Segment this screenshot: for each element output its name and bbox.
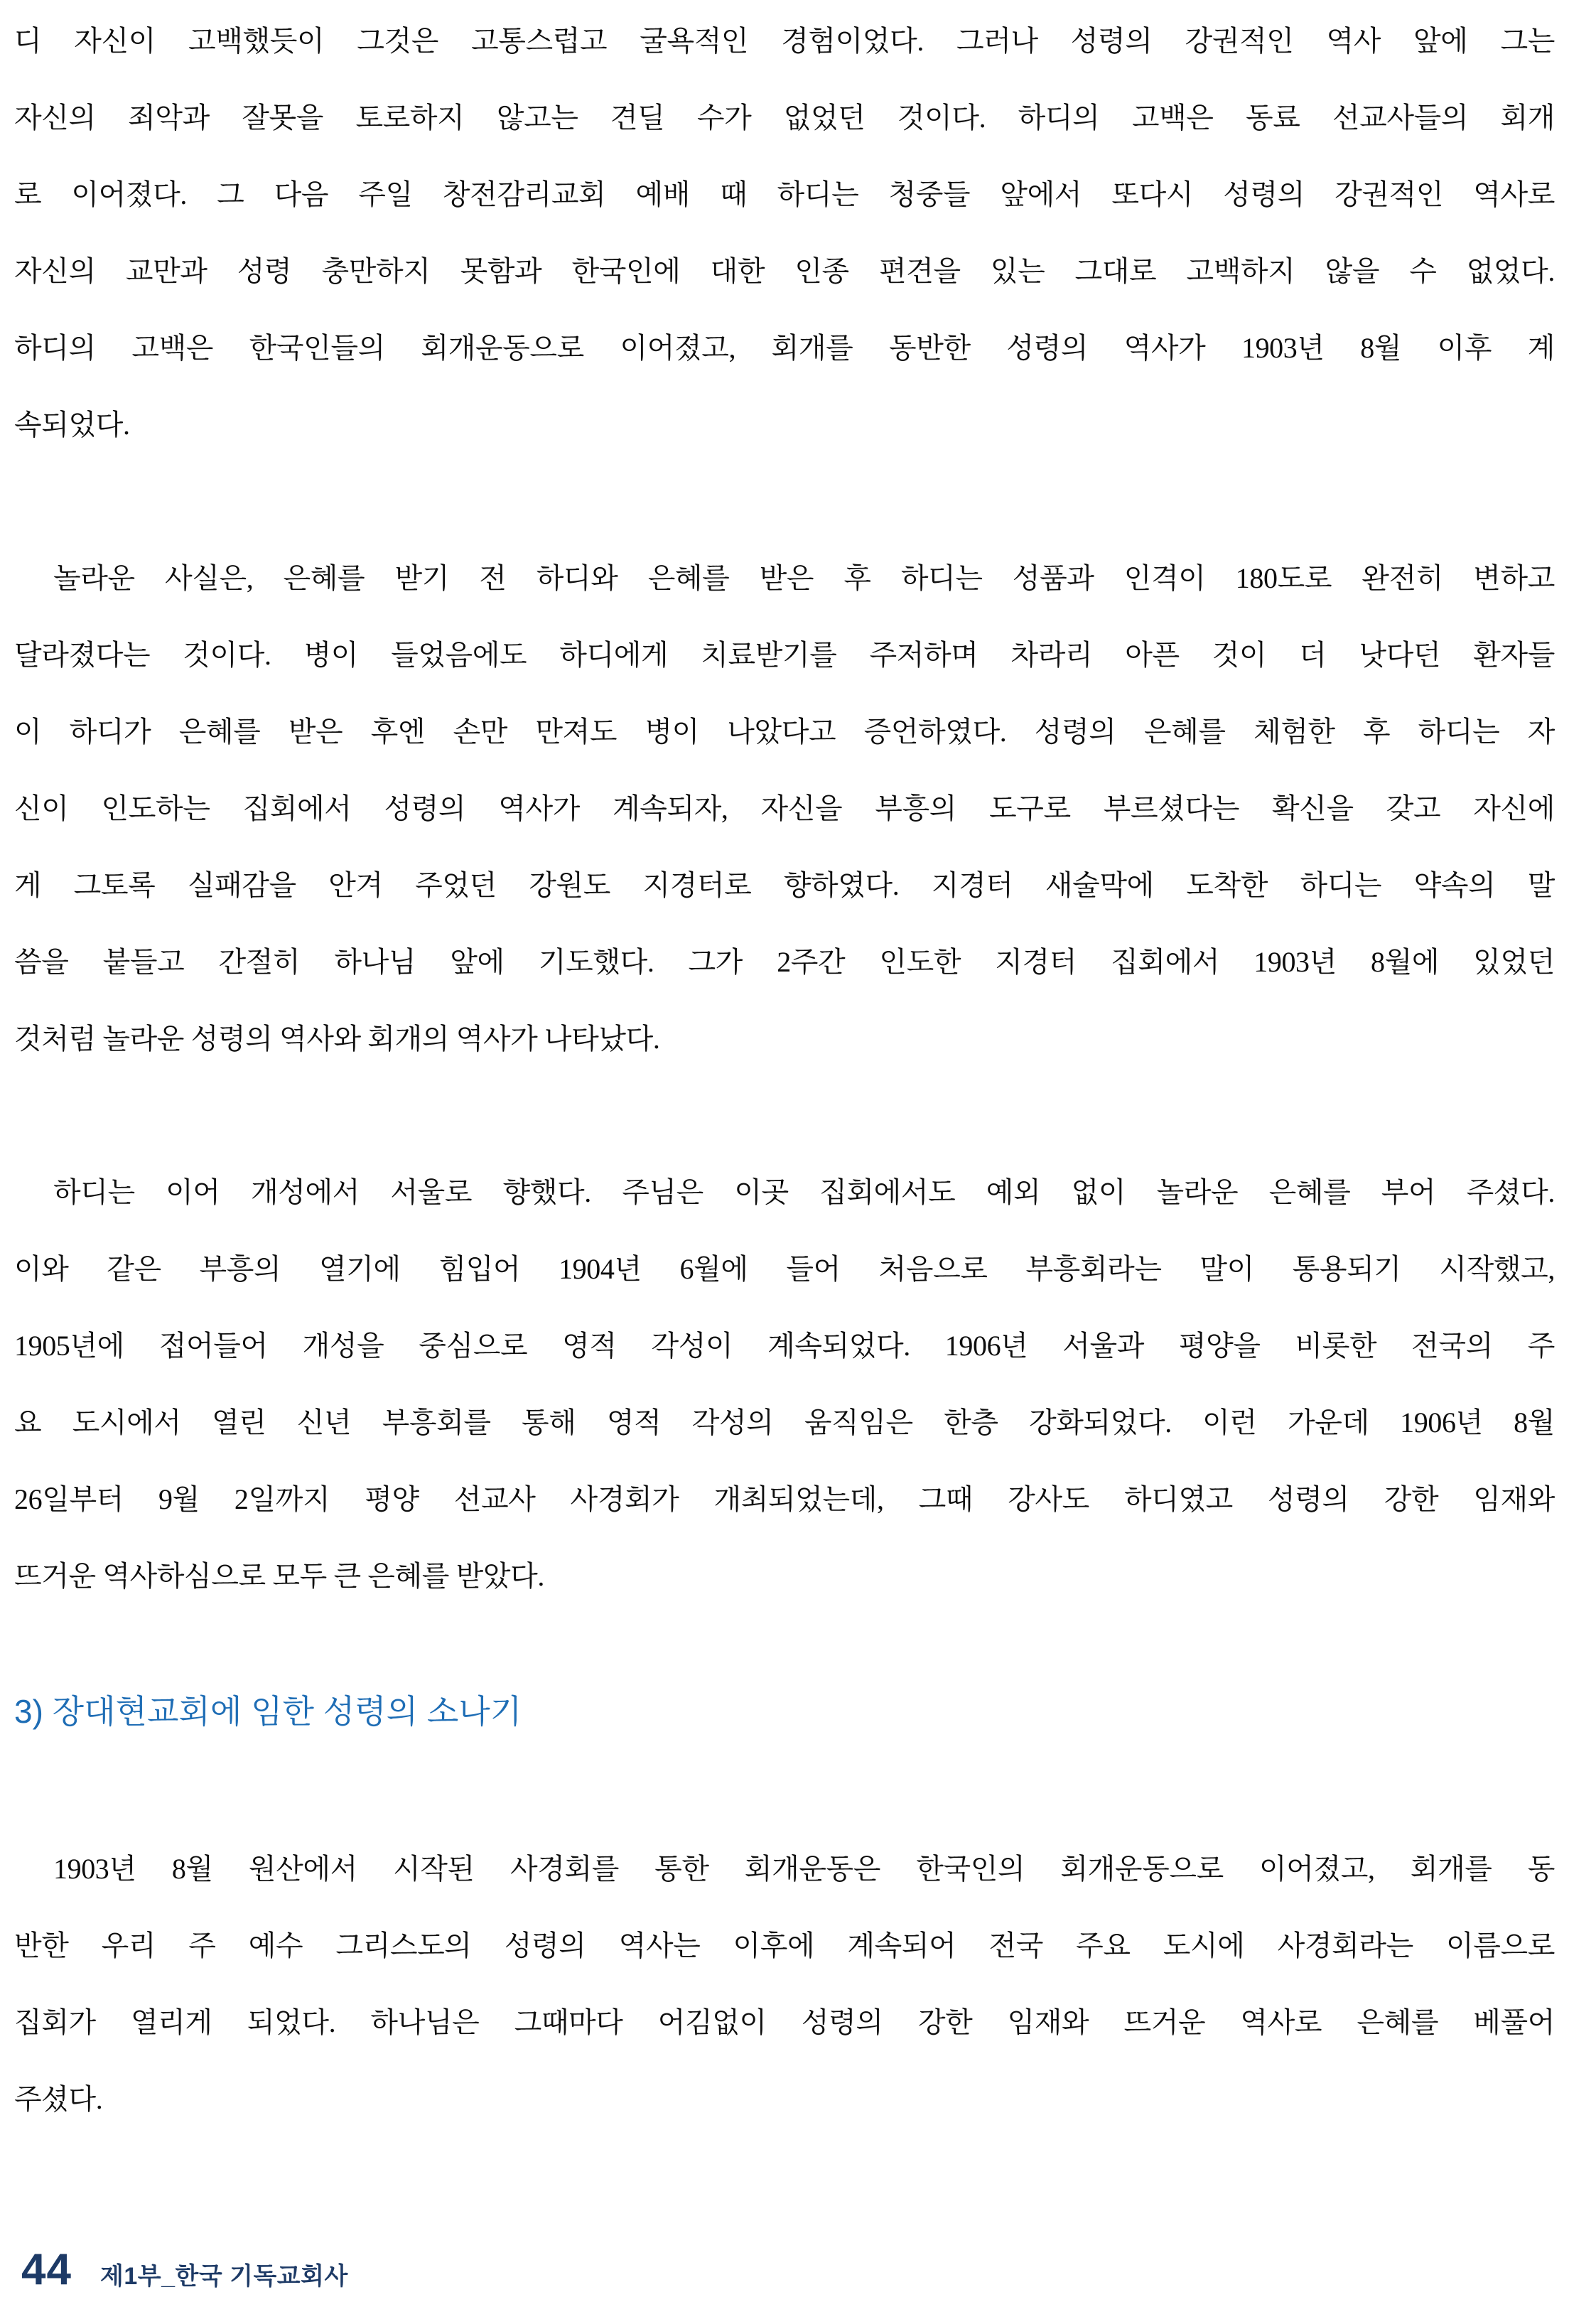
text-line: 이와 같은 부흥의 열기에 힘입어 1904년 6월에 들어 처음으로 부흥회라는 말이 통용되기 시작했고,: [14, 1253, 1555, 1285]
text-line: 집회가 열리게 되었다. 하나님은 그때마다 어김없이 성령의 강한 임재와 뜨거운 역사로 은혜를 베풀어: [14, 2006, 1555, 2038]
paragraph: [14, 1154, 1555, 1615]
page-footer: [21, 2244, 348, 2295]
section-heading: 3) 장대현교회에 임한 성령의 소나기: [14, 1693, 522, 1730]
text-line: 요 도시에서 열린 신년 부흥회를 통해 영적 각성의 움직임은 한층 강화되었다. 이런 가운데 1906년 8월: [14, 1406, 1555, 1438]
text-line: 달라졌다는 것이다. 병이 들었음에도 하디에게 치료받기를 주저하며 차라리 아픈 것이 더 낫다던 환자들: [14, 639, 1555, 671]
text-line: 게 그토록 실패감을 안겨 주었던 강원도 지경터로 향하였다. 지경터 새술막에 도착한 하디는 약속의 말: [14, 869, 1555, 901]
text-line: 디 자신이 고백했듯이 그것은 고통스럽고 굴욕적인 경험이었다. 그러나 성령의 강권적인 역사 앞에 그는: [14, 25, 1555, 57]
text-line: 1903년 8월 원산에서 시작된 사경회를 통한 회개운동은 한국인의 회개운동으로 이어졌고, 회개를 동: [53, 1853, 1555, 1885]
text-line: 이 하디가 은혜를 받은 후엔 손만 만져도 병이 나았다고 증언하였다. 성령의 은혜를 체험한 후 하디는 자: [14, 716, 1555, 748]
text-line: 신이 인도하는 집회에서 성령의 역사가 계속되자, 자신을 부흥의 도구로 부르셨다는 확신을 갖고 자신에: [14, 792, 1555, 824]
page-body: [14, 3, 1555, 2138]
text-line: 자신의 죄악과 잘못을 토로하지 않고는 견딜 수가 없었던 것이다. 하디의 고백은 동료 선교사들의 회개: [14, 102, 1555, 134]
text-line: 것처럼 놀라운 성령의 역사와 회개의 역사가 나타났다.: [14, 1023, 660, 1055]
text-line: 1905년에 접어들어 개성을 중심으로 영적 각성이 계속되었다. 1906년 서울과 평양을 비롯한 전국의 주: [14, 1330, 1555, 1362]
text-line: 뜨거운 역사하심으로 모두 큰 은혜를 받았다.: [14, 1560, 544, 1592]
text-line: 반한 우리 주 예수 그리스도의 성령의 역사는 이후에 계속되어 전국 주요 도시에 사경회라는 이름으로: [14, 1930, 1555, 1962]
text-line: 놀라운 사실은, 은혜를 받기 전 하디와 은혜를 받은 후 하디는 성품과 인격이 180도로 완전히 변하고: [53, 562, 1555, 594]
page-number: 44: [21, 2245, 72, 2294]
text-line: 씀을 붙들고 간절히 하나님 앞에 기도했다. 그가 2주간 인도한 지경터 집회에서 1903년 8월에 있었던: [14, 946, 1555, 978]
text-line: 자신의 교만과 성령 충만하지 못함과 한국인에 대한 인종 편견을 있는 그대로 고백하지 않을 수 없었다.: [14, 255, 1555, 287]
text-line: 로 이어졌다. 그 다음 주일 창전감리교회 예배 때 하디는 청중들 앞에서 또다시 성령의 강권적인 역사로: [14, 178, 1555, 210]
text-line: 하디는 이어 개성에서 서울로 향했다. 주님은 이곳 집회에서도 예외 없이 놀라운 은혜를 부어 주셨다.: [53, 1176, 1555, 1208]
text-line: 주셨다.: [14, 2083, 103, 2115]
paragraph: [14, 3, 1555, 463]
paragraph: [14, 540, 1555, 1077]
paragraph: [14, 1831, 1555, 2138]
text-line: 속되었다.: [14, 409, 130, 441]
footer-section-title: 제1부_한국 기독교회사: [99, 2263, 348, 2290]
text-line: 하디의 고백은 한국인들의 회개운동으로 이어졌고, 회개를 동반한 성령의 역사가 1903년 8월 이후 계: [14, 332, 1555, 364]
text-line: 26일부터 9월 2일까지 평양 선교사 사경회가 개최되었는데, 그때 강사도 하디였고 성령의 강한 임재와: [14, 1483, 1555, 1515]
